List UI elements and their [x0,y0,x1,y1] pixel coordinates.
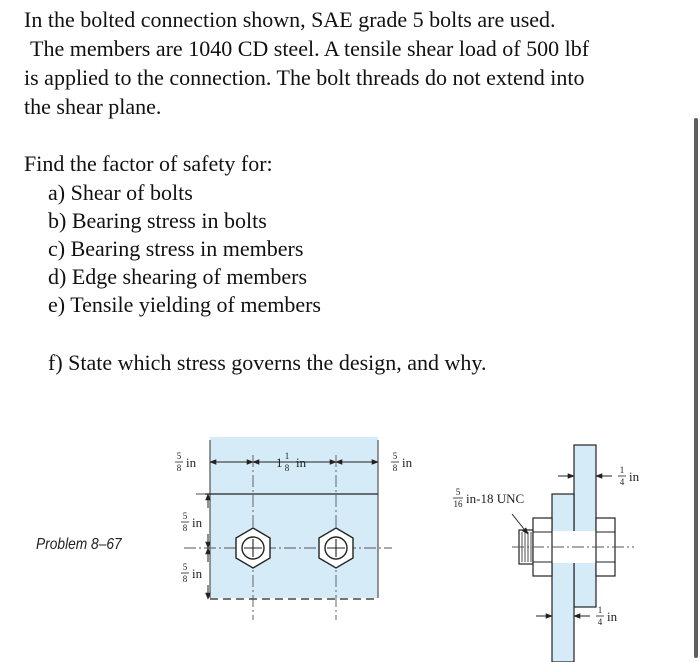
side-plate-left [552,494,574,662]
upper-member [210,437,378,494]
dim-top-left [175,451,197,473]
intro-line-2: The members are 1040 CD steel. A tensile shear load of 500 lbf [30,36,590,61]
svg-text:8: 8 [182,523,188,533]
svg-text:1: 1 [276,455,283,470]
svg-text:in: in [402,455,413,470]
svg-text:in: in [186,455,197,470]
part-c: c) Bearing stress in members [48,236,304,261]
dim-left-upper [181,511,203,533]
svg-text:5: 5 [392,451,398,461]
svg-text:4: 4 [619,477,625,487]
intro-line-1: In the bolted connection shown, SAE grade 5 bolts are used. [24,7,556,32]
part-b: b) Bearing stress in bolts [48,208,267,233]
svg-text:in: in [296,455,307,470]
problem-label: Problem 8–67 [36,536,122,553]
svg-text:in: in [629,469,640,484]
dim-top-right [391,451,413,473]
svg-text:1: 1 [619,465,625,475]
svg-text:1: 1 [597,605,603,615]
side-plate-right [574,445,596,607]
part-f: f) State which stress governs the design, and why. [48,350,487,375]
dim-side-top [618,465,640,487]
thread-callout [453,487,528,534]
dim-side-bottom [596,605,618,627]
dim-left-lower [181,562,203,584]
svg-text:5: 5 [182,511,188,521]
svg-text:8: 8 [284,463,290,473]
svg-text:8: 8 [182,574,188,584]
svg-text:5: 5 [182,562,188,572]
svg-text:5: 5 [455,487,461,497]
svg-text:1: 1 [284,451,290,461]
svg-text:5: 5 [176,451,182,461]
part-a: a) Shear of bolts [48,180,193,205]
part-d: d) Edge shearing of members [48,264,308,289]
intro-line-4: the shear plane. [24,94,162,119]
intro-line-3: is applied to the connection. The bolt threads do not extend into [24,65,585,90]
svg-text:in: in [192,566,203,581]
svg-text:in: in [607,609,618,624]
svg-text:4: 4 [597,617,603,627]
svg-text:8: 8 [176,463,182,473]
svg-text:in: in [192,515,203,530]
svg-text:in-18 UNC: in-18 UNC [466,491,525,506]
part-e: e) Tensile yielding of members [48,292,321,317]
svg-text:8: 8 [392,463,398,473]
find-heading: Find the factor of safety for: [24,151,273,176]
svg-text:16: 16 [453,499,463,509]
